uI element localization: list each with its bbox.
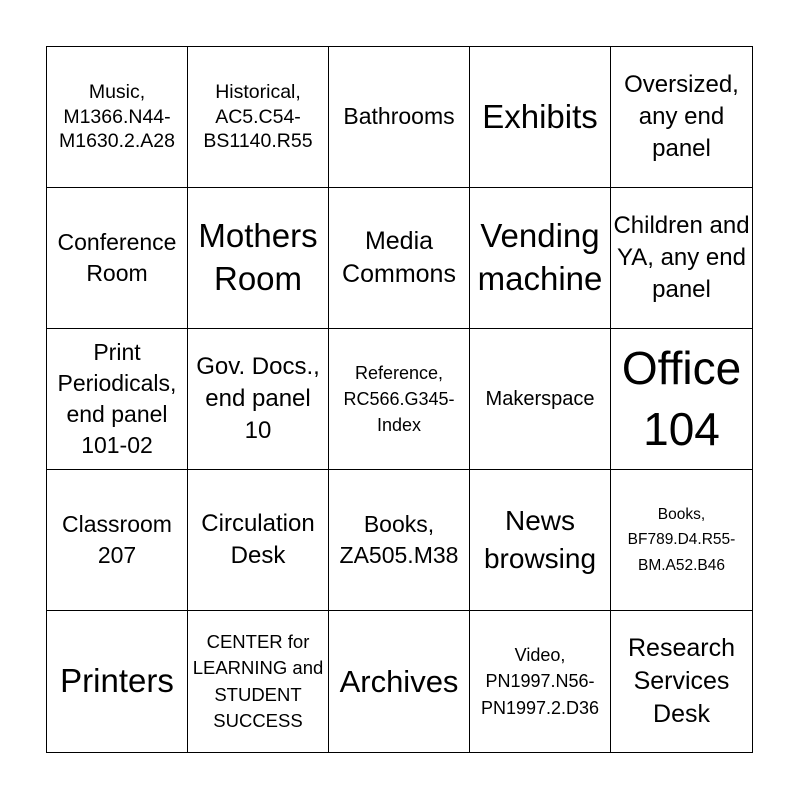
bingo-cell[interactable] [329,329,470,470]
bingo-cell[interactable] [611,47,752,188]
bingo-cell[interactable] [188,47,329,188]
cell-text: Media Commons [342,227,456,288]
cell-text: Vending machine [477,217,603,297]
cell-text: Conference Room [57,228,177,286]
cell-text: Music, M1366.N44-M1630.2.A28 [58,80,175,153]
bingo-cell[interactable] [470,329,611,470]
bingo-cell[interactable] [329,611,470,752]
cell-text: CENTER for LEARNING and STUDENT SUCCESS [192,630,324,731]
bingo-cell[interactable] [470,470,611,611]
cell-text: Mothers Room [198,217,318,297]
cell-text: Archives [339,663,459,699]
bingo-cell[interactable] [329,470,470,611]
bingo-cell[interactable] [611,188,752,329]
cell-text: Research Services Desk [628,634,735,728]
cell-text: Reference, RC566.G345-Index [343,362,455,436]
cell-text: Printers [60,662,174,700]
cell-text: Office 104 [621,341,742,455]
cell-text: Children and YA, any end panel [613,212,750,303]
cell-text: Gov. Docs., end panel 10 [196,353,320,444]
bingo-cell[interactable] [188,470,329,611]
cell-text: Video, PN1997.N56-PN1997.2.D36 [480,645,600,718]
cell-text: News browsing [483,505,597,574]
bingo-cell[interactable] [188,188,329,329]
cell-text: Print Periodicals, end panel 101-02 [57,338,177,459]
cell-text: Circulation Desk [201,510,315,569]
cell-text: Historical, AC5.C54-BS1140.R55 [203,80,313,153]
bingo-cell[interactable] [47,329,188,470]
bingo-board [46,46,753,753]
cell-text: Exhibits [482,97,598,135]
bingo-cell[interactable] [470,611,611,752]
bingo-cell[interactable] [47,611,188,752]
cell-text: Books, ZA505.M38 [339,510,459,568]
cell-text: Oversized, any end panel [624,71,739,162]
bingo-cell[interactable] [47,47,188,188]
cell-text: Books, BF789.D4.R55-BM.A52.B46 [627,505,736,574]
bingo-cell[interactable] [329,47,470,188]
bingo-cell[interactable] [47,470,188,611]
cell-text: Makerspace [485,387,595,410]
bingo-cell[interactable] [611,611,752,752]
bingo-cell[interactable] [47,188,188,329]
cell-text: Bathrooms [343,103,455,130]
bingo-cell[interactable] [188,329,329,470]
bingo-cell[interactable] [470,47,611,188]
bingo-cell[interactable] [188,611,329,752]
bingo-cell[interactable] [329,188,470,329]
bingo-cell[interactable] [470,188,611,329]
cell-text: Classroom 207 [62,510,172,568]
bingo-cell[interactable] [611,470,752,611]
bingo-cell[interactable] [611,329,752,470]
